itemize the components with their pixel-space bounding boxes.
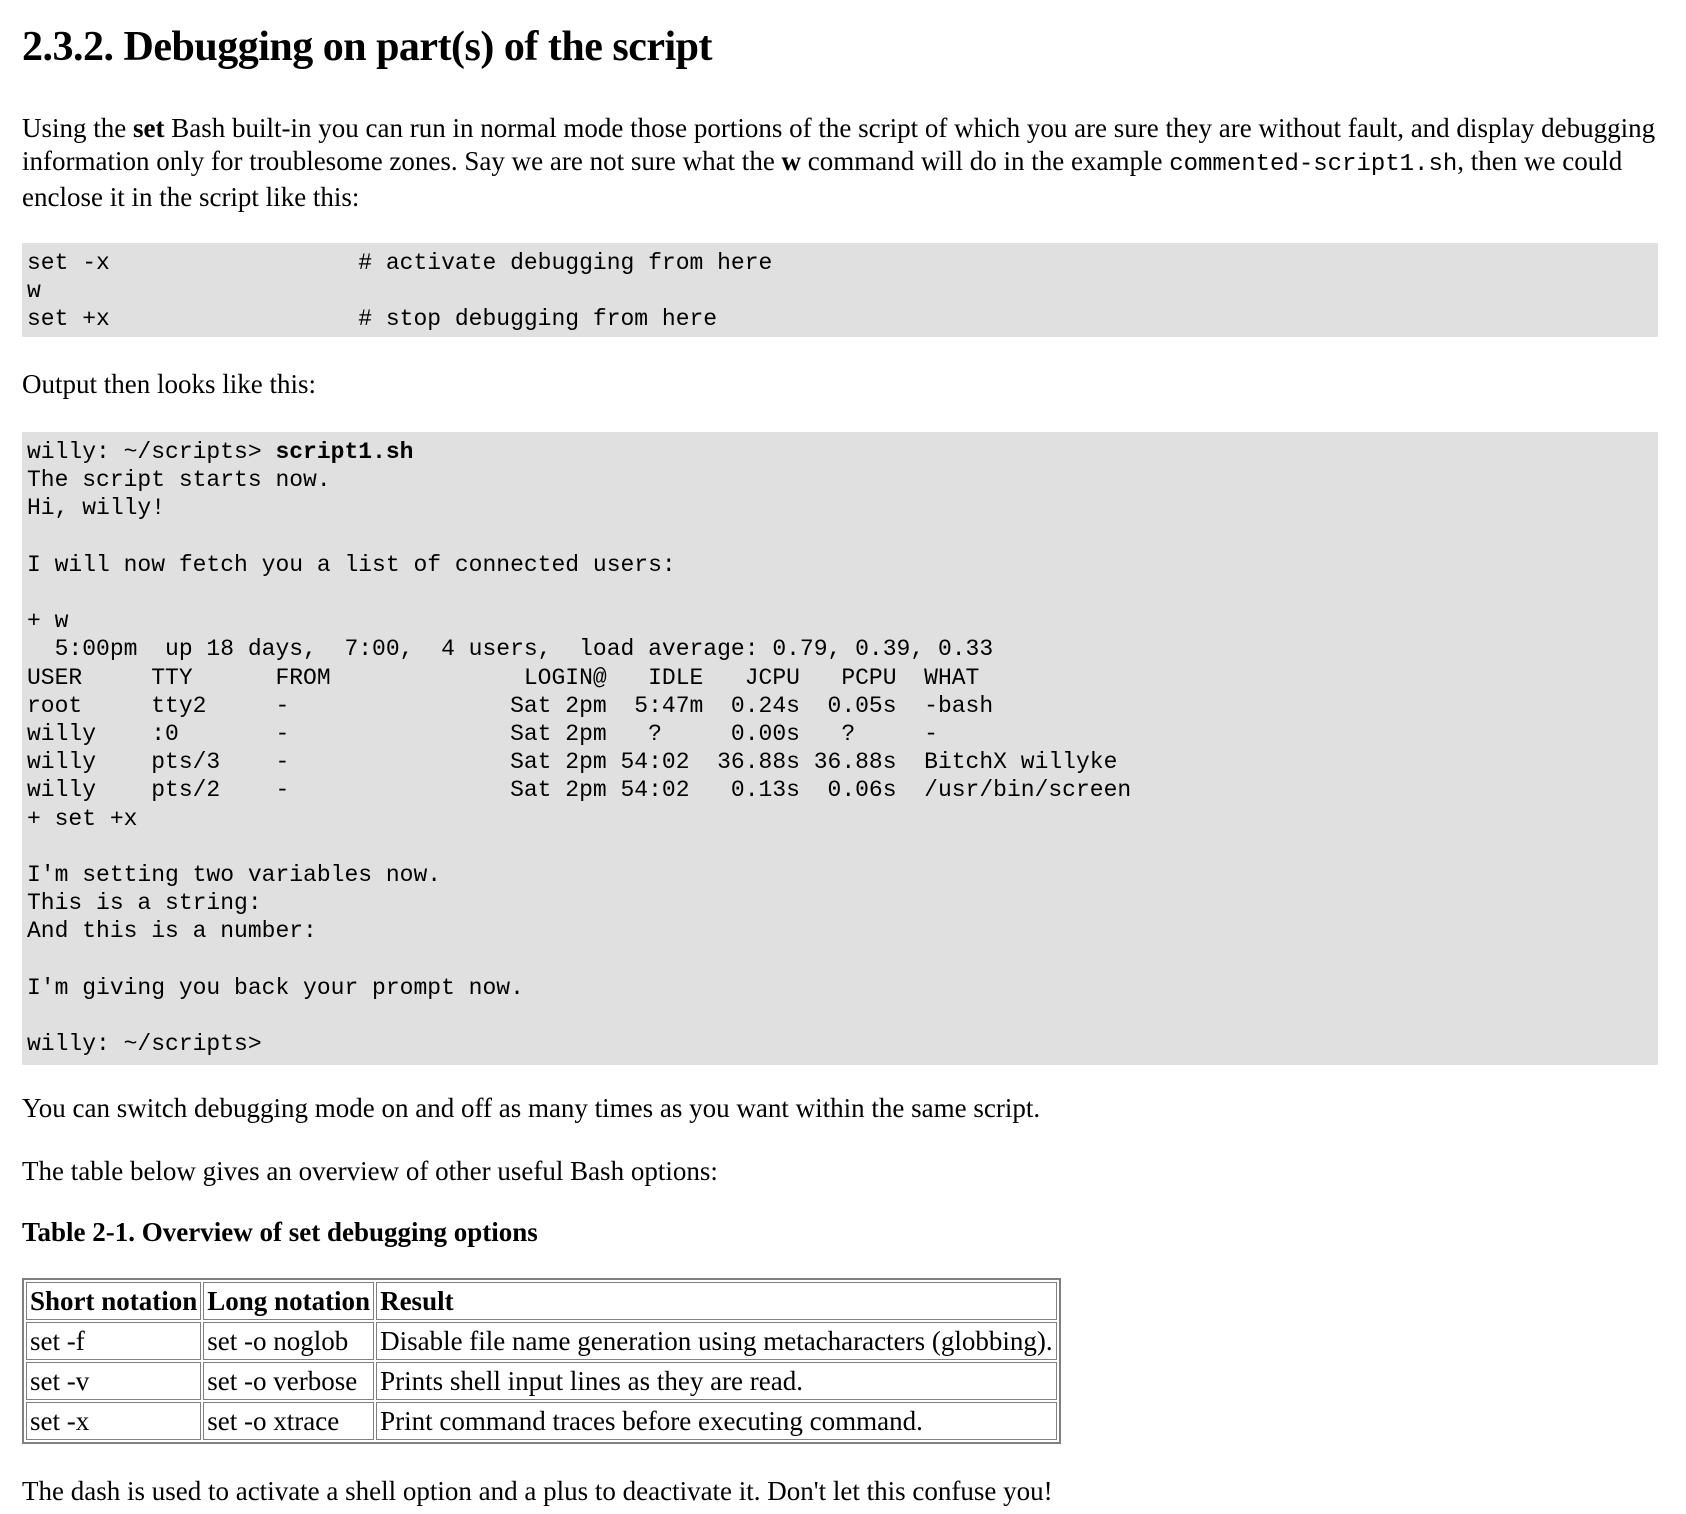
terminal-output-text: The script starts now. Hi, willy! I will now fetch you a list of connected users: + w 5:00pm up 18 days, 7:00, 4 users, load average: 0.79, 0.39, 0.33 USER TTY FROM LOGIN@ IDLE JCPU PCPU WHAT root tty2 - Sat 2pm 5:47m 0.24s 0.05s -bash willy :0 - Sat 2pm ? 0.00s ? - willy pts/3 - Sat 2pm 54:02 36.88s 36.88s BitchX willyke willy pts/2 - Sat 2pm 54:02 0.13s 0.06s /usr/bin/screen + set +x I'm setting two variables now. This is a string: And this is a number: I'm giving you back your prompt now. willy: ~/scripts> (27, 467, 1132, 1058)
script-filename: commented-script1.sh (1169, 151, 1458, 178)
table-row (26, 1322, 1057, 1360)
terminal-command: script1.sh (275, 439, 414, 465)
intro-paragraph (22, 112, 1664, 214)
header-result: Result (376, 1282, 1057, 1320)
table-intro-paragraph: The table below gives an overview of other useful Bash options: (22, 1156, 718, 1186)
intro-text-2: Bash built-in you can run in normal mode those portions of the script of which you are sure they are without fault, and display debugging information only for troublesome zones. Say we are not sure what the (22, 113, 1656, 176)
table-row (26, 1362, 1057, 1400)
section-heading: 2.3.2. Debugging on part(s) of the script (22, 24, 712, 70)
header-short-notation: Short notation (26, 1282, 201, 1320)
cell-result: Disable file name generation using metacharacters (globbing). (376, 1322, 1057, 1360)
terminal-output-block (22, 432, 1658, 1065)
intro-text-1: Using the (22, 113, 133, 143)
w-keyword: w (781, 146, 802, 176)
cell-short: set -v (26, 1362, 201, 1400)
terminal-prompt: willy: ~/scripts> (27, 439, 276, 465)
table-row (26, 1402, 1057, 1440)
cell-long: set -o verbose (203, 1362, 374, 1400)
intro-text-3: command will do in the example (801, 146, 1170, 176)
options-table (22, 1278, 1061, 1444)
cell-long: set -o xtrace (203, 1402, 374, 1440)
output-intro: Output then looks like this: (22, 369, 316, 399)
cell-short: set -x (26, 1402, 201, 1440)
table-caption: Table 2-1. Overview of set debugging options (22, 1217, 538, 1247)
intro-text-4: , then we could enclose it in the script like this: (22, 146, 1623, 212)
cell-result: Print command traces before executing command. (376, 1402, 1057, 1440)
closing-paragraph: The dash is used to activate a shell option and a plus to deactivate it. Don't let this confuse you! (22, 1476, 1053, 1506)
header-long-notation: Long notation (203, 1282, 374, 1320)
code-example-block: set -x # activate debugging from here w set +x # stop debugging from here (22, 243, 1658, 337)
cell-long: set -o noglob (203, 1322, 374, 1360)
cell-result: Prints shell input lines as they are read. (376, 1362, 1057, 1400)
cell-short: set -f (26, 1322, 201, 1360)
switch-paragraph: You can switch debugging mode on and off as many times as you want within the same script. (22, 1093, 1041, 1123)
set-keyword: set (133, 113, 165, 143)
table-header-row (26, 1282, 1057, 1320)
